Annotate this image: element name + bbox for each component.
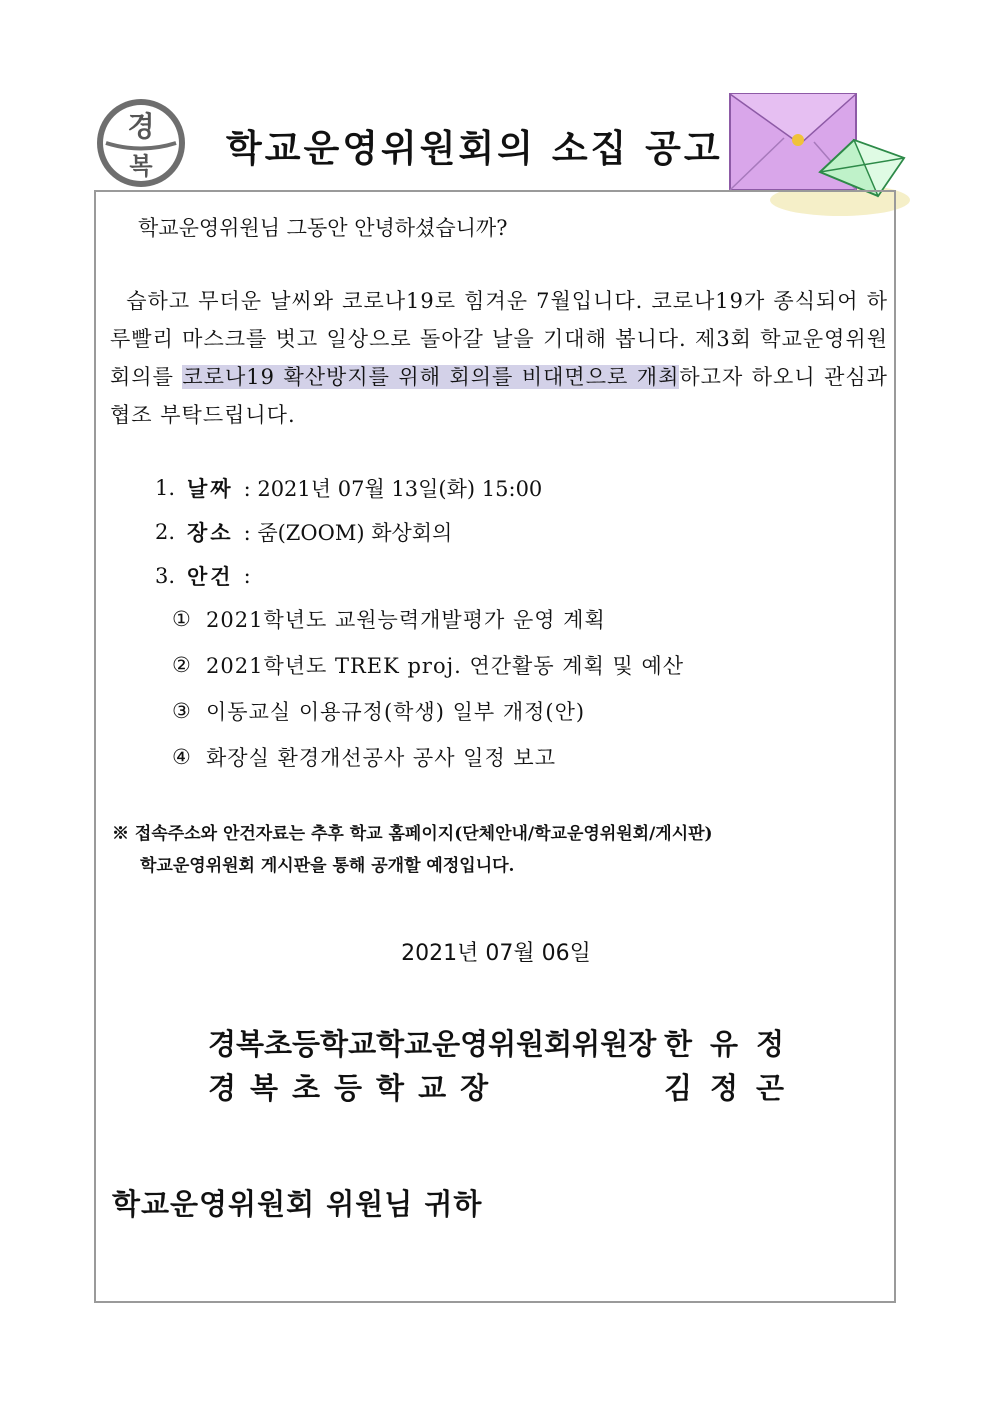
agenda-place	[155, 510, 542, 554]
agenda-label: 장소	[187, 521, 234, 545]
agenda-list	[155, 466, 542, 598]
agenda-date	[155, 466, 542, 510]
emblem-text-top: 경	[127, 110, 155, 143]
body-paragraph	[110, 282, 888, 434]
signature-name-chair: 한유정	[664, 1027, 803, 1061]
signature-title-principal: 경복초등학교장	[208, 1071, 503, 1105]
item-text: 화장실 환경개선공사 공사 일정 보고	[206, 746, 556, 770]
signature-title-chair: 경복초등학교학교운영위원회위원장	[208, 1027, 657, 1061]
note-line-1: ※ 접속주소와 안건자료는 추후 학교 홈페이지(단체안내/학교운영위원회/게시판)	[112, 824, 713, 844]
agenda-value: :	[243, 564, 251, 588]
school-emblem	[94, 96, 188, 190]
item-marker: ①	[172, 607, 192, 631]
list-item	[172, 688, 684, 734]
page-title: 학교운영위원회의 소집 공고	[226, 127, 723, 170]
agenda-items-header	[155, 554, 542, 598]
item-text: 2021학년도 교원능력개발평가 운영 계획	[206, 608, 606, 632]
list-item	[172, 642, 684, 688]
item-text: 이동교실 이용규정(학생) 일부 개정(안)	[206, 700, 586, 724]
greeting: 학교운영위원님 그동안 안녕하셨습니까?	[138, 216, 508, 240]
recipient-line: 학교운영위원회 위원님 귀하	[112, 1187, 483, 1221]
emblem-text-bottom: 복	[129, 151, 153, 180]
issue-date: 2021년 07월 06일	[401, 941, 591, 966]
item-marker: ②	[172, 653, 192, 677]
agenda-label: 안건	[187, 565, 234, 589]
list-item	[172, 596, 684, 642]
item-text: 2021학년도 TREK proj. 연간활동 계획 및 예산	[206, 654, 685, 678]
body-text-before: 습하고 무더운 날씨와 코로나19로 힘겨운 7월입니다. 코로나19가 종식되어 하루빨리 마스크를 벗고 일상으로 돌아갈 날을 기대해 봅니다. 제3회 학교운영위원회의를	[110, 289, 888, 389]
agenda-items	[172, 596, 684, 780]
agenda-number: 1.	[155, 476, 176, 500]
agenda-number: 3.	[155, 564, 176, 588]
agenda-label: 날짜	[187, 477, 234, 501]
item-marker: ④	[172, 745, 192, 769]
agenda-value: : 2021년 07월 13일(화) 15:00	[243, 477, 543, 501]
agenda-number: 2.	[155, 520, 176, 544]
note-line-2: 학교운영위원회 게시판을 통해 공개할 예정입니다.	[140, 856, 515, 876]
body-text-highlight: 코로나19 확산방지를 위해 회의를 비대면으로 개최	[182, 365, 680, 389]
item-marker: ③	[172, 699, 192, 723]
notice-note	[112, 818, 713, 882]
signature-name-principal: 김정곤	[664, 1071, 803, 1105]
list-item	[172, 734, 684, 780]
agenda-value: : 줌(ZOOM) 화상회의	[243, 521, 453, 545]
body-text-after: 하고자 하오니 관심과 협조 부탁드립니다.	[110, 365, 888, 427]
